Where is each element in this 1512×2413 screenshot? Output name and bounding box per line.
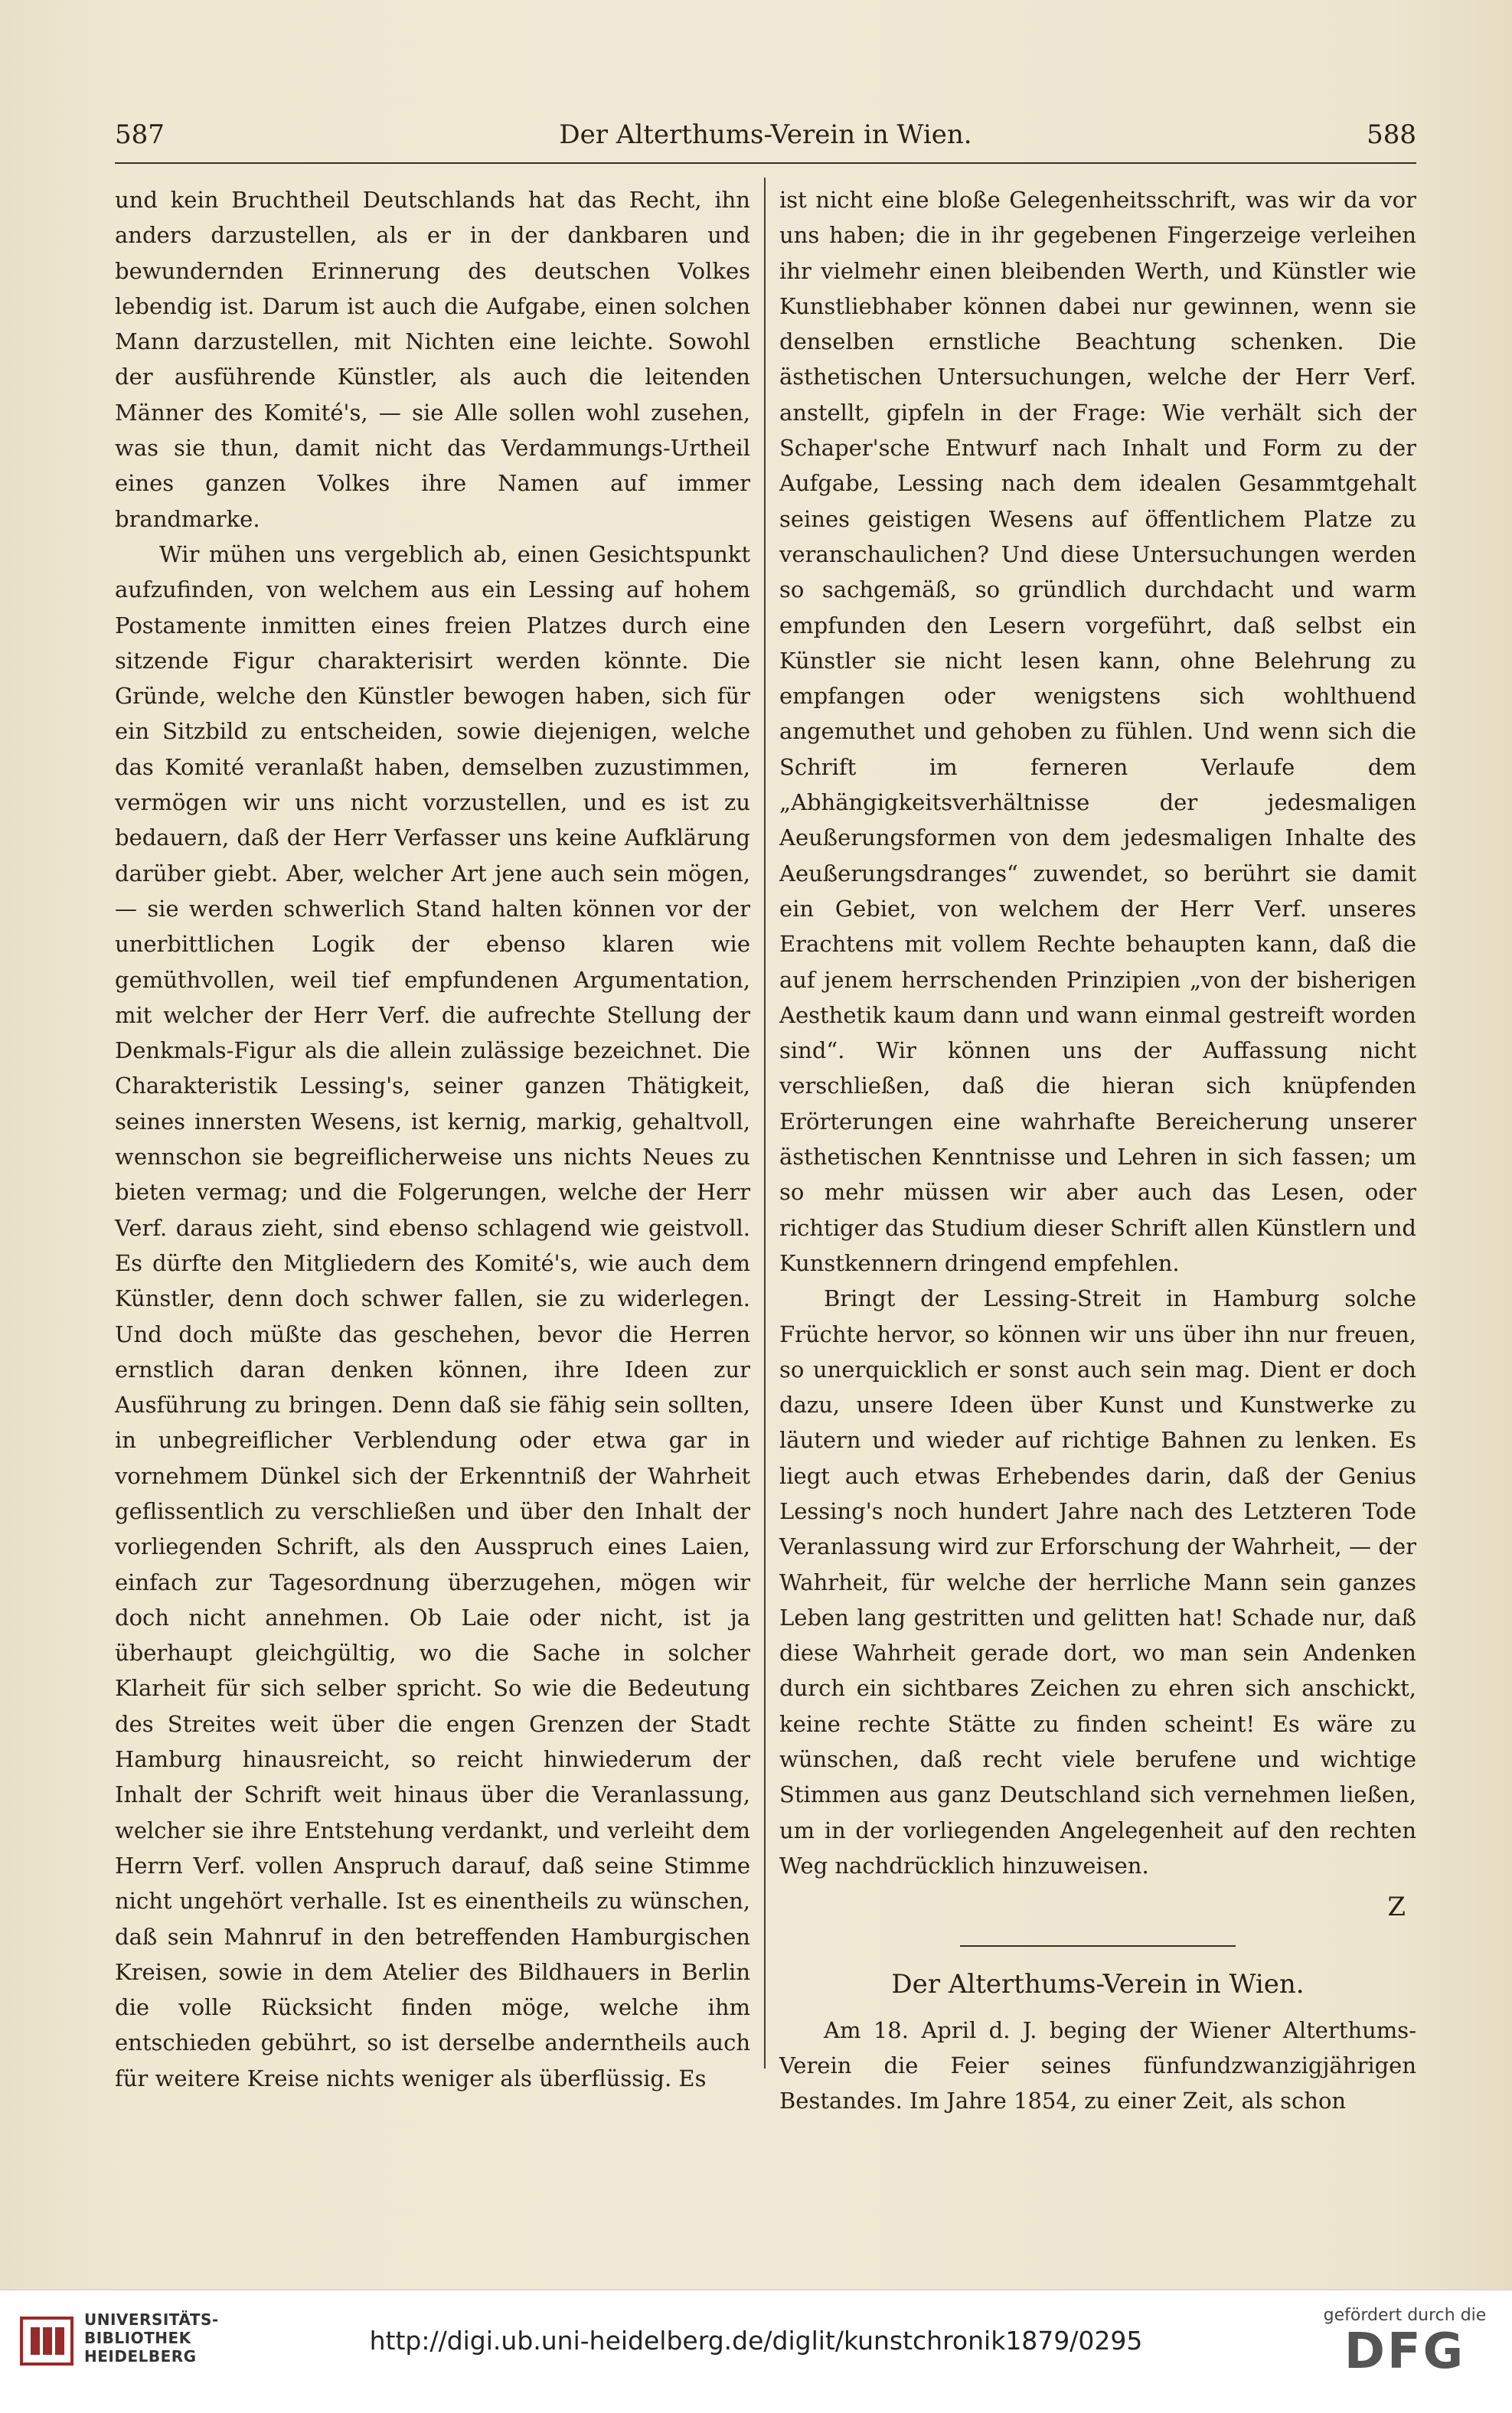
- page-header: [115, 115, 1416, 161]
- author-signature: Z: [1387, 1892, 1406, 1923]
- right-paragraph-2: Bringt der Lessing-Streit in Hamburg solche Früchte hervor, so können wir uns über ihn nur freuen, so unerquicklich er sonst auch sein mag. Dient er doch dazu, unsere Ideen über Kunst und Kunstwerke zu läutern und wieder auf richtige Bahnen zu lenken. Es liegt auch etwas Erhebendes darin, daß der Genius Lessing's noch hundert Jahre nach des Letzteren Tode Veranlassung wird zur Erforschung der Wahrheit, — der Wahrheit, für welche der herrliche Mann sein ganzes Leben lang gestritten und gelitten hat! Schade nur, daß diese Wahrheit gerade dort, wo man sein Andenken durch ein sichtbares Zeichen zu ehren sich anschickt, keine rechte Stätte zu finden scheint! Es wäre zu wünschen, daß recht viele berufene und wichtige Stimmen aus ganz Deutschland sich vernehmen ließen, um in der vorliegenden Angelegenheit auf den rechten Weg nachdrücklich hinzuweisen.: [779, 1285, 1416, 1879]
- left-column: [115, 182, 750, 2096]
- right-paragraph-3: Am 18. April d. J. beging der Wiener Alterthums-Verein die Feier seines fünfundzwanzigjährigen Bestandes. Im Jahre 1854, zu einer Zeit, als schon: [779, 2016, 1416, 2114]
- funder-logo: [1321, 2306, 1489, 2379]
- dfg-wordmark: DFG: [1344, 2323, 1466, 2380]
- right-column: [779, 182, 1416, 2119]
- funding-label: gefördert durch die: [1323, 2306, 1487, 2325]
- running-title: Der Alterthums-Verein in Wien.: [559, 119, 972, 150]
- page-number-left: 587: [115, 119, 165, 150]
- column-divider: [764, 178, 766, 2069]
- left-paragraph-2: Wir mühen uns vergeblich ab, einen Gesichtspunkt aufzufinden, von welchem aus ein Lessing auf hohem Postamente inmitten eines freien Platzes durch eine sitzende Figur charakterisirt werden könnte. Die Gründe, welche den Künstler bewogen haben, sich für ein Sitzbild zu entscheiden, sowie diejenigen, welche das Komité veranlaßt haben, demselben zuzustimmen, vermögen wir uns nicht vorzustellen, und es ist zu bedauern, daß der Herr Verfasser uns keine Aufklärung darüber giebt. Aber, welcher Art jene auch sein mögen, — sie werden schwerlich Stand halten können vor der unerbittlichen Logik der ebenso klaren wie gemüthvollen, weil tief empfundenen Argumentation, mit welcher der Herr Verf. die aufrechte Stellung der Denkmals-Figur als die allein zulässige bezeichnet. Die Charakteristik Lessing's, seiner ganzen Thätigkeit, seines innersten Wesens, ist kernig, markig, gehaltvoll, wennschon sie begreiflicherweise uns nichts Neues zu bieten vermag; und die Folgerungen, welche der Herr Verf. daraus zieht, sind ebenso schlagend wie geistvoll. Es dürfte den Mitgliedern des Komité's, wie auch dem Künstler, denn doch schwer fallen, sie zu widerlegen. Und doch müßte das geschehen, bevor die Herren ernstlich daran denken können, ihre Ideen zur Ausführung zu bringen. Denn daß sie fähig sein sollten, in unbegreiflicher Verblendung oder etwa gar in vornehmem Dünkel sich der Erkenntniß der Wahrheit geflissentlich zu verschließen und über den Inhalt der vorliegenden Schrift, als den Ausspruch eines Laien, einfach zur Tagesordnung überzugehen, mögen wir doch nicht annehmen. Ob Laie oder nicht, ist ja überhaupt gleichgültig, wo die Sache in solcher Klarheit für sich selber spricht. So wie die Bedeutung des Streites weit über die engen Grenzen der Stadt Hamburg hinausreicht, so reicht hinwiederum der Inhalt der Schrift weit hinaus über die Veranlassung, welcher sie ihre Entstehung verdankt, und verleiht dem Herrn Verf. vollen Anspruch darauf, daß seine Stimme nicht ungehört verhalle. Ist es einentheils zu wünschen, daß sein Mahnruf in den betreffenden Hamburgischen Kreisen, sowie in dem Atelier des Bildhauers in Berlin die volle Rücksicht finden möge, welche ihm entschieden gebührt, so ist derselbe anderntheils auch für weitere Kreise nichts weniger als überflüssig. Es: [115, 540, 750, 2091]
- section-heading: Der Alterthums-Verein in Wien.: [891, 1968, 1305, 2000]
- header-rule: [115, 162, 1416, 164]
- digitization-footer: [0, 2289, 1512, 2413]
- right-paragraph-1: ist nicht eine bloße Gelegenheitsschrift, was wir da vor uns haben; die in ihr gegebenen Fingerzeige verleihen ihr vielmehr einen bleibenden Werth, und Künstler wie Kunstliebhaber können dabei nur gewinnen, wenn sie denselben ernstliche Beachtung schenken. Die ästhetischen Untersuchungen, welche der Herr Verf. anstellt, gipfeln in der Frage: Wie verhält sich der Schaper'sche Entwurf nach Inhalt und Form zu der Aufgabe, Lessing nach dem idealen Gesammtgehalt seines geistigen Wesens auf öffentlichem Platze zu veranschaulichen? Und diese Untersuchungen werden so sachgemäß, so gründlich durchdacht und warm empfunden den Lesern vorgeführt, daß selbst ein Künstler sie nicht lesen kann, ohne Belehrung zu empfangen oder wenigstens sich wohlthuend angemuthet und gehoben zu fühlen. Und wenn sich die Schrift im ferneren Verlaufe dem „Abhängigkeitsverhältnisse der jedesmaligen Aeußerungsformen von dem jedesmaligen Inhalte des Aeußerungsdranges“ zuwendet, so berührt sie damit ein Gebiet, von welchem der Herr Verf. unseres Erachtens mit vollem Rechte behaupten kann, daß die auf jenem herrschenden Prinzipien „von der bisherigen Aesthetik kaum dann und wann einmal gestreift worden sind“. Wir können uns der Auffassung nicht verschließen, daß die hieran sich knüpfenden Erörterungen eine wahrhafte Bereicherung unserer ästhetischen Kenntnisse und Lehren in sich fassen; um so mehr müssen wir aber auch das Lesen, oder richtiger das Studium dieser Schrift allen Künstlern und Kunstkennern dringend empfehlen.: [779, 187, 1416, 1276]
- permalink-url[interactable]: http://digi.ub.uni-heidelberg.de/diglit/kunstchronik1879/0295: [369, 2326, 1143, 2356]
- library-name: UNIVERSITÄTS- BIBLIOTHEK HEIDELBERG: [84, 2310, 219, 2366]
- section-rule: [960, 1945, 1236, 1947]
- page-number-right: 588: [1367, 119, 1416, 150]
- left-paragraph-1: und kein Bruchtheil Deutschlands hat das Recht, ihn anders darzustellen, als er in der dankbaren und bewundernden Erinnerung des deutschen Volkes lebendig ist. Darum ist auch die Aufgabe, einen solchen Mann darzustellen, mit Nichten eine leichte. Sowohl der ausführende Künstler, als auch die leitenden Männer des Komité's, — sie Alle sollen wohl zusehen, was sie thun, damit nicht das Verdammungs-Urtheil eines ganzen Volkes ihre Namen auf immer brandmarke.: [115, 187, 750, 532]
